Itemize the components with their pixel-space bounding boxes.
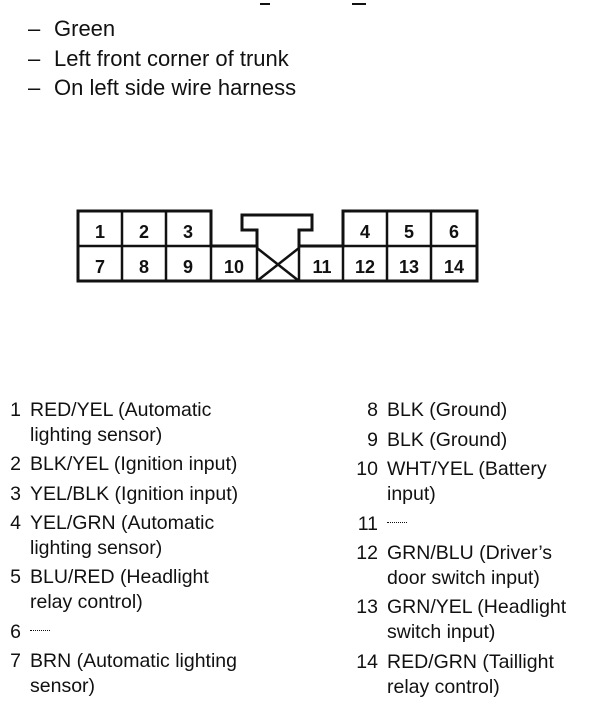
pin-description-line: door switch input) xyxy=(387,566,540,589)
pin-description-line: lighting sensor) xyxy=(30,536,163,559)
pin-label: 11 xyxy=(312,256,332,277)
pin-label: 13 xyxy=(398,256,420,277)
pin-entry xyxy=(10,452,238,477)
connector-diagram xyxy=(0,0,608,300)
pin-description-line: GRN/YEL (Headlight xyxy=(387,596,567,618)
pin-label: 6 xyxy=(448,221,460,242)
pin-entry xyxy=(10,511,215,560)
cross-mark xyxy=(257,248,299,281)
pin-description-line: BLK/YEL (Ignition input) xyxy=(30,453,238,475)
pin-entry xyxy=(356,650,554,699)
pin-description-line: YEL/BLK (Ignition input) xyxy=(30,483,239,505)
pin-description-line: RED/GRN (Taillight xyxy=(387,651,554,673)
pin-label: 8 xyxy=(138,256,150,277)
pin-number: 8 xyxy=(367,399,378,421)
pin-number: 4 xyxy=(10,512,21,534)
pin-label: 12 xyxy=(354,256,376,277)
note-item: – On left side wire harness xyxy=(28,75,297,100)
pin-label: 4 xyxy=(359,221,371,242)
pin-description-line: sensor) xyxy=(30,674,96,697)
pin-label: 7 xyxy=(94,256,106,277)
pin-entry xyxy=(367,428,508,453)
pin-description-line: BRN (Automatic lighting xyxy=(30,650,237,672)
pin-number: 6 xyxy=(10,621,21,643)
pin-number: 3 xyxy=(10,483,21,505)
unused-pin-mark xyxy=(30,630,50,631)
pin-number: 1 xyxy=(10,399,21,421)
pin-description-line: input) xyxy=(387,482,436,505)
pin-description-line: WHT/YEL (Battery xyxy=(387,458,547,480)
pin-description-line: BLK (Ground) xyxy=(387,429,508,451)
pin-description-line: relay control) xyxy=(387,675,500,698)
pin-label: 9 xyxy=(182,256,194,277)
note-location: Left front corner of trunk xyxy=(54,45,289,71)
pin-entry xyxy=(357,512,407,537)
pin-description-line: YEL/GRN (Automatic xyxy=(30,512,215,534)
pin-entry xyxy=(10,620,50,645)
pin-number: 9 xyxy=(367,429,378,451)
pin-entry xyxy=(10,565,209,614)
pin-description-line: RED/YEL (Automatic xyxy=(30,399,212,421)
pin-number: 5 xyxy=(10,566,21,588)
pin-number: 2 xyxy=(10,453,21,475)
pin-number: 12 xyxy=(356,542,378,564)
pin-label: 3 xyxy=(182,221,194,242)
pin-number: 10 xyxy=(356,458,378,480)
pin-entry xyxy=(356,595,567,644)
pin-entry xyxy=(367,398,508,423)
pin-description-line: relay control) xyxy=(30,590,143,613)
note-color: Green xyxy=(54,16,116,41)
pin-entry xyxy=(10,398,212,447)
pin-description-line: lighting sensor) xyxy=(30,423,163,446)
pin-label: 10 xyxy=(223,256,245,277)
pin-entry xyxy=(10,482,239,507)
pin-number: 11 xyxy=(357,513,378,535)
pin-description-line: switch input) xyxy=(387,620,496,643)
pin-number: 14 xyxy=(356,651,378,673)
pin-entry xyxy=(356,457,547,506)
pin-description-line: GRN/BLU (Driver’s xyxy=(387,542,553,564)
pin-label: 1 xyxy=(94,221,106,242)
pin-number: 7 xyxy=(10,650,21,672)
pin-entry xyxy=(356,541,553,590)
note-item: – Left front corner of trunk xyxy=(28,45,289,71)
pin-label: 2 xyxy=(138,221,150,242)
pin-label: 5 xyxy=(403,221,415,242)
unused-pin-mark xyxy=(387,522,407,523)
pin-number: 13 xyxy=(356,596,378,618)
note-harness: On left side wire harness xyxy=(54,75,297,100)
pin-description-line: BLU/RED (Headlight xyxy=(30,566,209,588)
note-item: – Green xyxy=(28,16,116,41)
pin-label: 14 xyxy=(443,256,465,277)
pin-description-line: BLK (Ground) xyxy=(387,399,508,421)
pin-entry xyxy=(10,649,237,698)
